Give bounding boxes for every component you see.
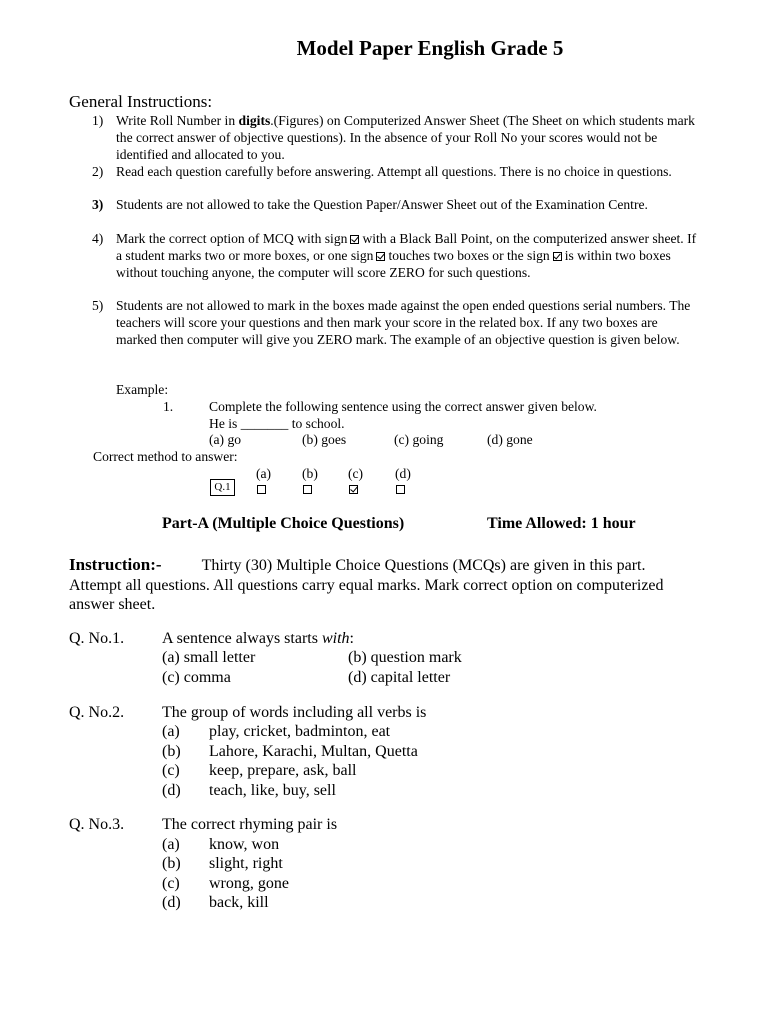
instruction-item-5: 5) Students are not allowed to mark in the boxes made against the open ended questions serial numbers. The teachers will score your questions and then mark your score in the related box. If any two boxes are marked then computer will give you ZERO mark. The example of an objective question is given below.	[92, 298, 691, 347]
answer-box-b	[303, 485, 312, 494]
question-2-letter-c: (c)	[162, 762, 180, 779]
question-3-letter-a: (a)	[162, 836, 180, 853]
page-title: Model Paper English Grade 5	[296, 36, 564, 60]
question-3-letter-c: (c)	[162, 875, 180, 892]
example-question: Complete the following sentence using the correct answer given below.	[209, 399, 597, 414]
example-option-b: (b) goes	[302, 432, 347, 447]
instruction-text: Thirty (30) Multiple Choice Questions (MCQs) are given in this part. Attempt all questions. All questions carry equal marks. Mark correct option on computerized answer sheet.	[69, 557, 664, 614]
question-2-stem: The group of words including all verbs is	[162, 704, 427, 721]
question-2-option-d: teach, like, buy, sell	[209, 782, 336, 799]
time-allowed: Time Allowed: 1 hour	[487, 515, 636, 532]
question-1-option-b: (b) question mark	[348, 649, 462, 666]
instruction-item-1: 1) Write Roll Number in digits.(Figures) on Computerized Answer Sheet (The Sheet on which students mark the correct answer of objective questions). In the absence of your Roll No your scores would not be identified and allocated to you.	[92, 113, 695, 162]
correct-method-label: Correct method to answer:	[93, 449, 238, 464]
checkbox-tick-icon	[553, 252, 562, 261]
answer-box-c-checked	[349, 485, 358, 494]
question-3-stem: The correct rhyming pair is	[162, 816, 338, 833]
question-3-option-c: wrong, gone	[209, 875, 289, 892]
example-option-a: (a) go	[209, 432, 242, 447]
question-1-number: Q. No.1.	[69, 630, 125, 647]
instruction-paragraph	[69, 555, 689, 615]
question-3-option-d: back, kill	[209, 894, 269, 911]
question-2-number: Q. No.2.	[69, 704, 125, 721]
question-1-stem: A sentence always starts with:	[162, 630, 354, 647]
question-2-letter-d: (d)	[162, 782, 181, 799]
example-option-c: (c) going	[394, 432, 444, 447]
question-2-letter-b: (b)	[162, 743, 181, 760]
instruction-item-2: 2) Read each question carefully before answering. Attempt all questions. There is no choice in questions.	[92, 164, 672, 179]
answer-box-d	[396, 485, 405, 494]
question-3-option-b: slight, right	[209, 855, 283, 872]
question-1-option-c: (c) comma	[162, 669, 231, 686]
question-2-letter-a: (a)	[162, 723, 180, 740]
example-option-d: (d) gone	[487, 432, 533, 447]
checkbox-tick-icon	[350, 235, 359, 244]
answer-box-label-d: (d)	[395, 466, 411, 481]
example-sentence: He is _______ to school.	[209, 416, 345, 431]
part-a-title: Part-A (Multiple Choice Questions)	[162, 515, 405, 532]
instruction-item-4: 4) Mark the correct option of MCQ with sign with a Black Ball Point, on the computerized answer sheet. If a student marks two or more boxes, or one sign touches two boxes or the sign is within two boxes without touching anyone, the computer will score ZERO for such questions.	[92, 231, 697, 280]
answer-box-label-b: (b)	[302, 466, 318, 481]
answer-box-label-c: (c)	[348, 466, 364, 481]
answer-box-label-a: (a)	[256, 466, 272, 481]
answer-box-a	[257, 485, 266, 494]
general-instructions-heading: General Instructions:	[69, 92, 213, 111]
question-2-option-a: play, cricket, badminton, eat	[209, 723, 391, 740]
example-question-number: 1.	[163, 399, 174, 414]
question-2-option-b: Lahore, Karachi, Multan, Quetta	[209, 743, 418, 760]
question-number-box: Q.1	[210, 479, 235, 496]
question-3-number: Q. No.3.	[69, 816, 125, 833]
instruction-lead: Instruction:-	[69, 555, 162, 574]
question-3-option-a: know, won	[209, 836, 280, 853]
question-3-letter-b: (b)	[162, 855, 181, 872]
question-2-option-c: keep, prepare, ask, ball	[209, 762, 357, 779]
checkbox-tick-icon	[376, 252, 385, 261]
question-3-letter-d: (d)	[162, 894, 181, 911]
question-1-option-d: (d) capital letter	[348, 669, 451, 686]
example-label: Example:	[116, 382, 169, 397]
question-1-option-a: (a) small letter	[162, 649, 256, 666]
instruction-item-3: 3) Students are not allowed to take the Question Paper/Answer Sheet out of the Examination Centre.	[92, 197, 648, 212]
